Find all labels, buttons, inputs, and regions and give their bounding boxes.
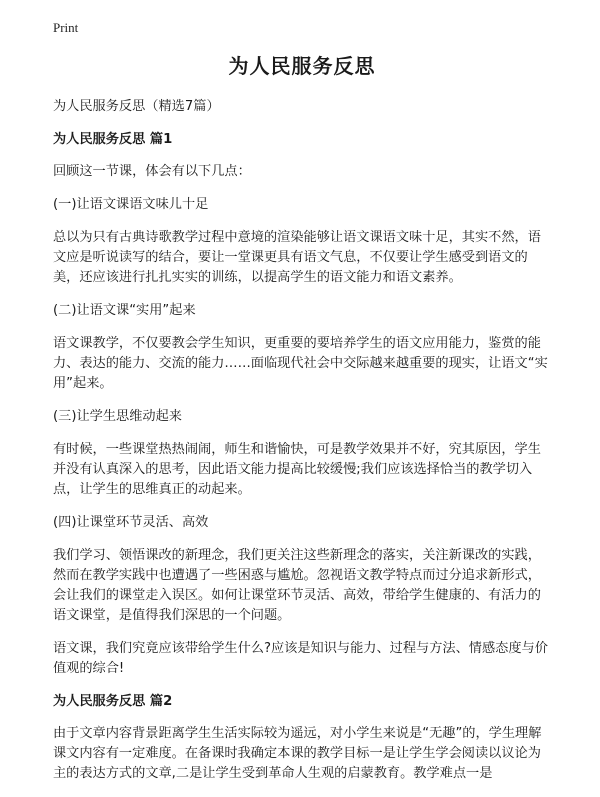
paragraph: 我们学习、领悟课改的新理念，我们更关注这些新理念的落实，关注新课改的实践，然而在教学实践中也遭遇了一些困惑与尴尬。忽视语文教学特点而过分追求新形式，会让我们的课堂走入误区。如何让课堂环节灵活、高效，带给学生健康的、有活力的语文课堂，是值得我们深思的一个问题。 [53, 548, 541, 623]
section-heading: 为人民服务反思 篇1 [53, 132, 173, 147]
document-page [53, 50, 551, 797]
point-heading: (三)让学生思维动起来 [53, 409, 182, 424]
point-heading: (一)让语文课语文味儿十足 [53, 197, 209, 212]
paragraph: 有时候，一些课堂热热闹闹，师生和谐愉快，可是教学效果并不好，究其原因，学生并没有认真深入的思考，因此语文能力提高比较缓慢;我们应该选择恰当的教学切入点，让学生的思维真正的动起来。 [53, 442, 541, 497]
print-label: Print [53, 20, 79, 35]
section-heading: 为人民服务反思 篇2 [53, 694, 173, 709]
section-intro: 回顾这一节课，体会有以下几点： [53, 164, 251, 179]
paragraph: 总以为只有古典诗歌教学过程中意境的渲染能够让语文课语文味十足，其实不然，语文应是听说读写的结合，要让一堂课更具有语文气息，不仅要让学生感受到语文的美，还应该进行扎扎实实的训练，以提高学生的语文能力和语文素养。 [53, 230, 541, 285]
document-subtitle: 为人民服务反思（精选7篇） [53, 99, 220, 114]
point-heading: (四)让课堂环节灵活、高效 [53, 515, 209, 530]
paragraph: 语文课教学，不仅要教会学生知识，更重要的要培养学生的语文应用能力，鉴赏的能力、表达的能力、交流的能力……面临现代社会中交际越来越重要的现实，让语文“实用”起来。 [53, 336, 548, 391]
paragraph: 由于文章内容背景距离学生生活实际较为遥远，对小学生来说是“无趣”的，学生理解课文内容有一定难度。在备课时我确定本课的教学目标一是让学生学会阅读以议论为主的表达方式的文章,二是让学生受到革命人生观的启蒙教育。教学难点一是 [53, 726, 542, 781]
point-heading: (二)让语文课“实用”起来 [53, 303, 196, 318]
paragraph: 语文课，我们究竟应该带给学生什么?应该是知识与能力、过程与方法、情感态度与价值观的综合! [53, 641, 548, 676]
page-title: 为人民服务反思 [228, 54, 376, 78]
